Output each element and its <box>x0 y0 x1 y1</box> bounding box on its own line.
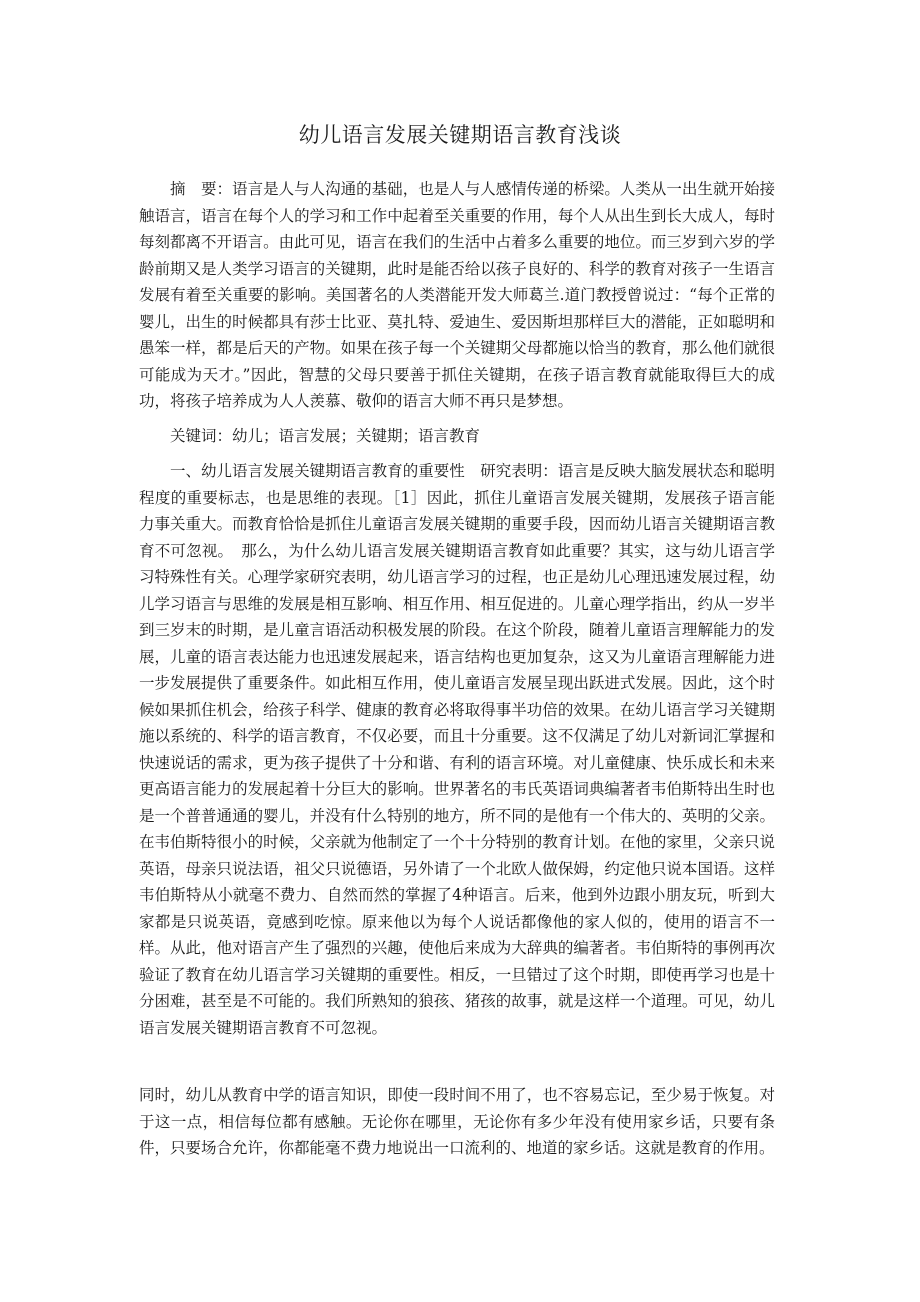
closing-paragraph: 同时，幼儿从教育中学的语言知识，即使一段时间不用了，也不容易忘记，至少易于恢复。对于这一点，相信每位都有感触。无论你在哪里，无论你有多少年没有使用家乡话，只要有条件，只要场合允许，你都能毫不费力地说出一口流利的、地道的家乡话。这就是教育的作用。 <box>139 1086 775 1157</box>
document-title: 幼儿语言发展关键期语言教育浅谈 <box>298 123 622 147</box>
section-one-paragraph: 一、幼儿语言发展关键期语言教育的重要性 研究表明：语言是反映大脑发展状态和聪明程度的重要标志，也是思维的表现。［1］因此，抓住儿童语言发展关键期，发展孩子语言能力事关重大。而教育恰恰是抓住儿童语言发展关键期的重要手段，因而幼儿语言关键期语言教育不可忽视。 那么，为什么幼儿语言发展关键期语言教育如此重要？其实，这与幼儿语言学习特殊性有关。心理学家研究表明，幼儿语言学习的过程，也正是幼儿心理迅速发展过程，幼儿学习语言与思维的发展是相互影响、相互作用、相互促进的。儿童心理学指出，约从一岁半到三岁末的时期，是儿童言语活动积极发展的阶段。在这个阶段，随着儿童语言理解能力的发展，儿童的语言表达能力也迅速发展起来，语言结构也更加复杂，这又为儿童语言理解能力进一步发展提供了重要条件。如此相互作用，使儿童语言发展呈现出跃进式发展。因此，这个时候如果抓住机会，给孩子科学、健康的教育必将取得事半功倍的效果。在幼儿语言学习关键期施以系统的、科学的语言教育，不仅必要，而且十分重要。这不仅满足了幼儿对新词汇掌握和快速说话的需求，更为孩子提供了十分和谐、有利的语言环境。对儿童健康、快乐成长和未来更高语言能力的发展起着十分巨大的影响。世界著名的韦氏英语词典编著者韦伯斯特出生时也是一个普普通通的婴儿，并没有什么特别的地方，所不同的是他有一个伟大的、英明的父亲。在韦伯斯特很小的时候，父亲就为他制定了一个十分特别的教育计划。在他的家里，父亲只说英语，母亲只说法语，祖父只说德语，另外请了一个北欧人做保姆，约定他只说本国语。这样韦伯斯特从小就毫不费力、自然而然的掌握了4种语言。后来，他到外边跟小朋友玩，听到大家都是只说英语，竟感到吃惊。原来他以为每个人说话都像他的家人似的，使用的语言不一样。从此，他对语言产生了强烈的兴趣，使他后来成为大辞典的编著者。韦伯斯特的事例再次验证了教育在幼儿语言学习关键期的重要性。相反，一旦错过了这个时期，即使再学习也是十分困难，甚至是不可能的。我们所熟知的狼孩、猪孩的故事，就是这样一个道理。可见，幼儿语言发展关键期语言教育不可忽视。 <box>139 462 775 1037</box>
keywords-paragraph: 关键词：幼儿；语言发展；关键期；语言教育 <box>170 427 481 445</box>
abstract-paragraph: 摘 要：语言是人与人沟通的基础，也是人与人感情传递的桥梁。人类从一出生就开始接触语言，语言在每个人的学习和工作中起着至关重要的作用，每个人从出生到长大成人，每时每刻都离不开语言。由此可见，语言在我们的生活中占着多么重要的地位。而三岁到六岁的学龄前期又是人类学习语言的关键期，此时是能否给以孩子良好的、科学的教育对孩子一生语言发展有着至关重要的影响。美国著名的人类潜能开发大师葛兰.道门教授曾说过：“每个正常的婴儿，出生的时候都具有莎士比亚、莫扎特、爱迪生、爱因斯坦那样巨大的潜能，正如聪明和愚笨一样，都是后天的产物。如果在孩子每一个关键期父母都施以恰当的教育，那么他们就很可能成为天才。”因此，智慧的父母只要善于抓住关键期，在孩子语言教育就能取得巨大的成功，将孩子培养成为人人羡慕、敬仰的语言大师不再只是梦想。 <box>139 180 775 410</box>
